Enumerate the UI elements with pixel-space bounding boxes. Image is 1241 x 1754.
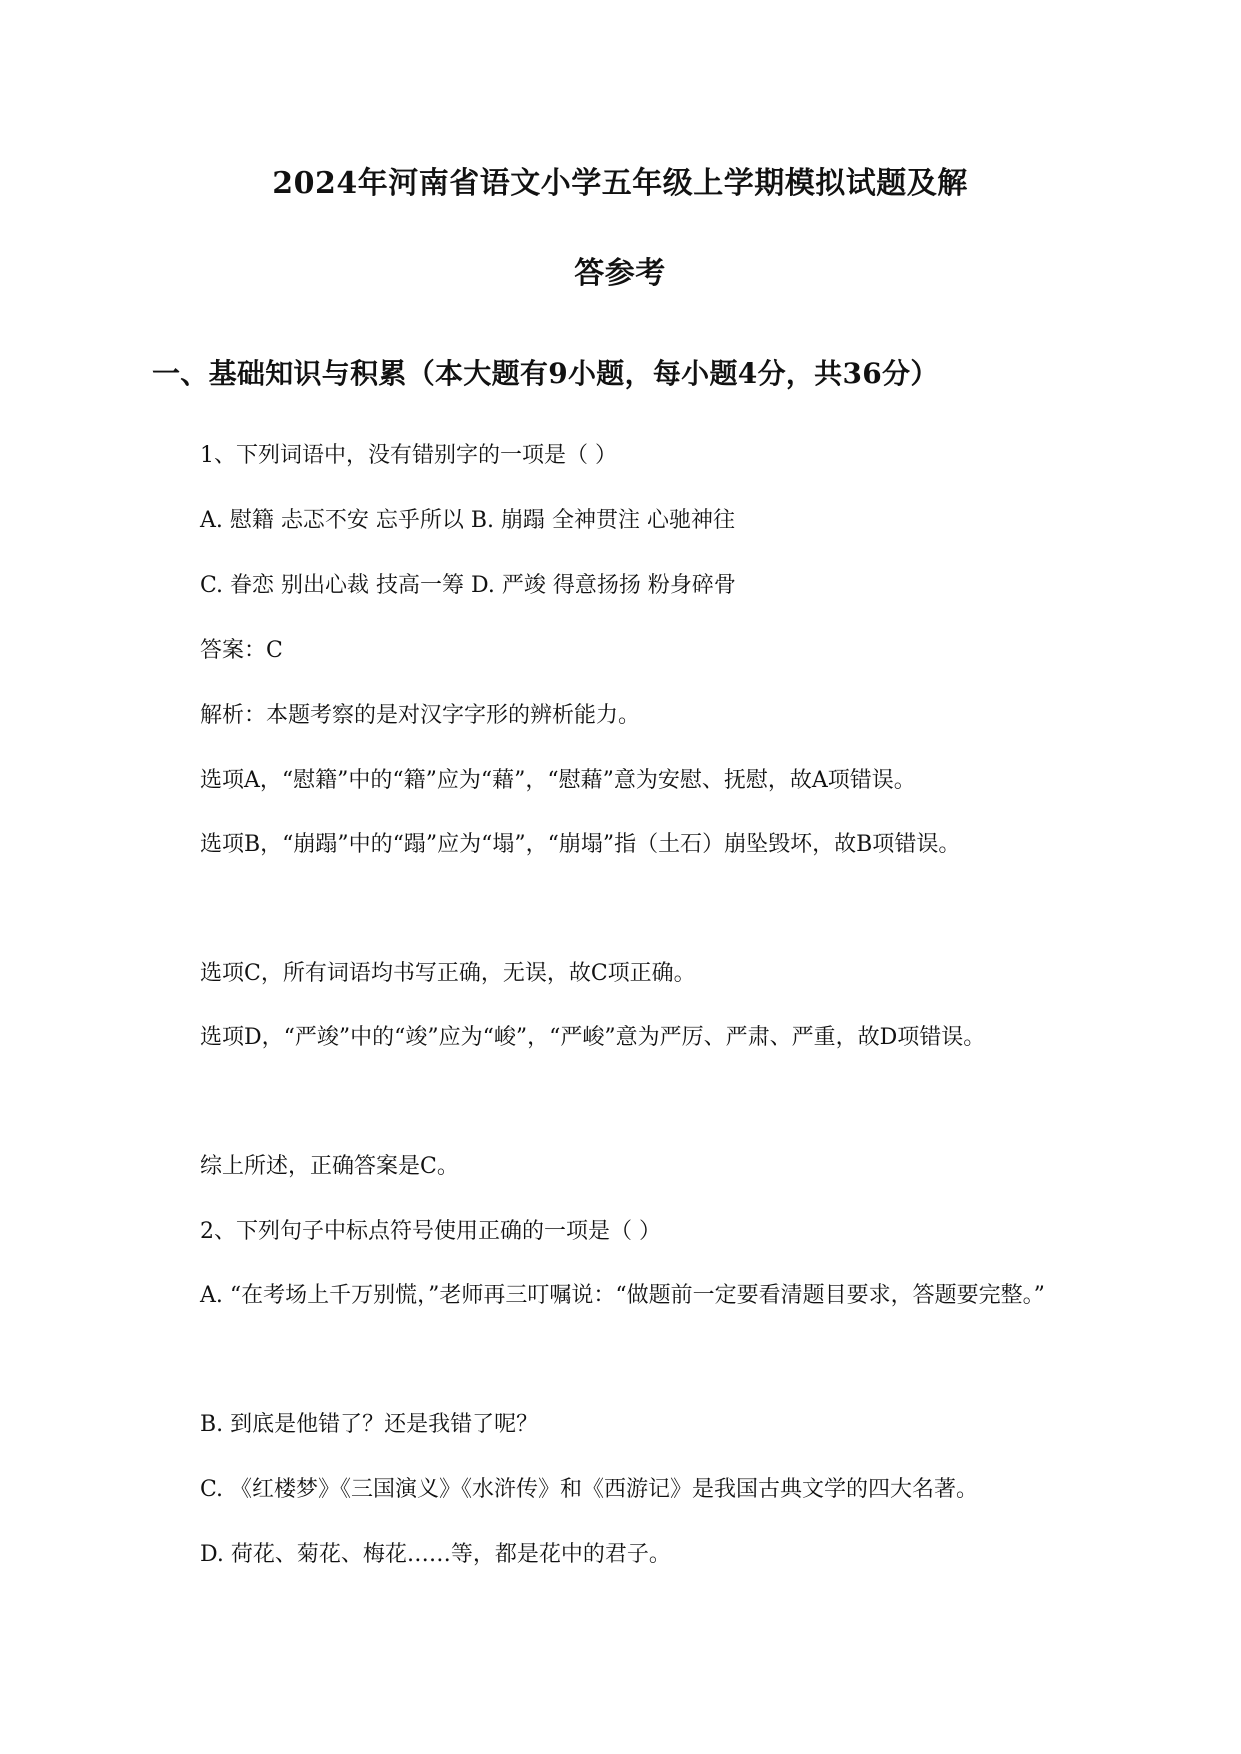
question-1-analysis-intro: 解析：本题考察的是对汉字字形的辨析能力。: [200, 703, 641, 728]
document-title-line1: 2024年河南省语文小学五年级上学期模拟试题及解: [272, 166, 968, 201]
question-1-answer: 答案：C: [200, 638, 283, 663]
question-1-options-ab: A. 慰籍 忐忑不安 忘乎所以 B. 崩蹋 全神贯注 心驰神往: [200, 508, 735, 533]
question-2-option-d: D. 荷花、菊花、梅花……等，都是花中的君子。: [200, 1542, 671, 1567]
document-title-line2: 答参考: [574, 256, 666, 291]
question-1-options-cd: C. 眷恋 别出心裁 技高一筹 D. 严竣 得意扬扬 粉身碎骨: [200, 573, 736, 598]
question-2-option-b: B. 到底是他错了？还是我错了呢？: [200, 1412, 539, 1437]
question-2-stem: 2、下列句子中标点符号使用正确的一项是（ ）: [200, 1219, 661, 1244]
question-1-stem: 1、下列词语中，没有错别字的一项是（ ）: [200, 443, 617, 468]
question-1-analysis-d: 选项D，“严竣”中的“竣”应为“峻”，“严峻”意为严厉、严肃、严重，故D项错误。: [200, 1025, 986, 1050]
question-1-summary: 综上所述，正确答案是C。: [200, 1154, 459, 1179]
question-1-analysis-a: 选项A，“慰籍”中的“籍”应为“藉”，“慰藉”意为安慰、抚慰，故A项错误。: [200, 768, 916, 793]
question-2-option-a: A. “在考场上千万别慌，”老师再三叮嘱说：“做题前一定要看清题目要求，答题要完整。”: [200, 1283, 1045, 1308]
section-heading: 一、基础知识与积累（本大题有9小题，每小题4分，共36分）: [152, 357, 939, 390]
question-1-analysis-b: 选项B，“崩蹋”中的“蹋”应为“塌”，“崩塌”指（土石）崩坠毁坏，故B项错误。: [200, 832, 961, 857]
question-2-option-c: C. 《红楼梦》《三国演义》《水浒传》和《西游记》是我国古典文学的四大名著。: [200, 1477, 979, 1502]
question-1-analysis-c: 选项C，所有词语均书写正确，无误，故C项正确。: [200, 961, 696, 986]
